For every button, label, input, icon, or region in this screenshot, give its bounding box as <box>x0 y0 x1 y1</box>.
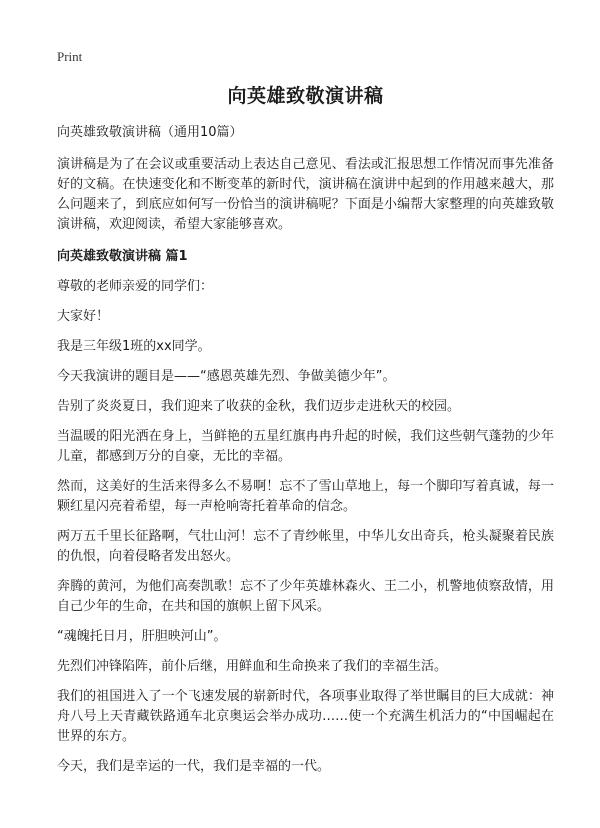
page-title: 向英雄致敬演讲稿 <box>227 85 384 107</box>
paragraph-salutation: 尊敬的老师亲爱的同学们： <box>57 279 214 294</box>
subtitle: 向英雄致敬演讲稿（通用10篇） <box>57 125 243 140</box>
paragraph-topic: 今天我演讲的题目是——“感恩英雄先烈、争做美德少年”。 <box>57 369 396 384</box>
paragraph-quote: “魂魄托日月，肝胆映河山”。 <box>57 629 227 644</box>
paragraph-snow-mountain: 然而，这美好的生活来得多么不易啊！忘不了雪山草地上，每一个脚印写着真诚，每一颗红星闪亮着希望，每一声枪响寄托着革命的信念。 <box>57 479 554 514</box>
print-link[interactable]: Print <box>57 49 83 64</box>
paragraph-martyrs: 先烈们冲锋陷阵，前仆后继，用鲜血和生命换来了我们的幸福生活。 <box>57 659 448 674</box>
paragraph-greeting: 大家好！ <box>57 309 110 324</box>
section-heading: 向英雄致敬演讲稿 篇1 <box>57 249 188 264</box>
paragraph-self-intro: 我是三年级1班的xx同学。 <box>57 339 211 354</box>
paragraph-yellow-river: 奔腾的黄河，为他们高奏凯歌！忘不了少年英雄林森火、王二小，机警地侦察敌情，用自己少年的生命，在共和国的旗帜上留下风采。 <box>57 579 554 614</box>
paragraph-flag: 当温暖的阳光洒在身上，当鲜艳的五星红旗冉冉升起的时候，我们这些朝气蓬勃的少年儿童，都感到万分的自豪，无比的幸福。 <box>57 429 554 464</box>
paragraph-long-march: 两万五千里长征路啊，气壮山河！忘不了青纱帐里，中华儿女出奇兵，枪头凝聚着民族的仇恨，向着侵略者发出怒火。 <box>57 529 554 564</box>
paragraph-new-era: 我们的祖国进入了一个飞速发展的崭新时代，各项事业取得了举世瞩目的巨大成就：神舟八号上天青藏铁路通车北京奥运会举办成功……使一个充满生机活力的“中国崛起在世界的东方。 <box>57 689 554 744</box>
intro-paragraph: 演讲稿是为了在会议或重要活动上表达自己意见、看法或汇报思想工作情况而事先准备好的文稿。在快速变化和不断变革的新时代，演讲稿在演讲中起到的作用越来越大，那么问题来了，到底应如何写一份恰当的演讲稿呢？下面是小编帮大家整理的向英雄致敬演讲稿，欢迎阅读，希望大家能够喜欢。 <box>57 157 554 232</box>
paragraph-lucky-generation: 今天，我们是幸运的一代，我们是幸福的一代。 <box>57 759 331 774</box>
paragraph-autumn: 告别了炎炎夏日，我们迎来了收获的金秋，我们迈步走进秋天的校园。 <box>57 399 461 414</box>
